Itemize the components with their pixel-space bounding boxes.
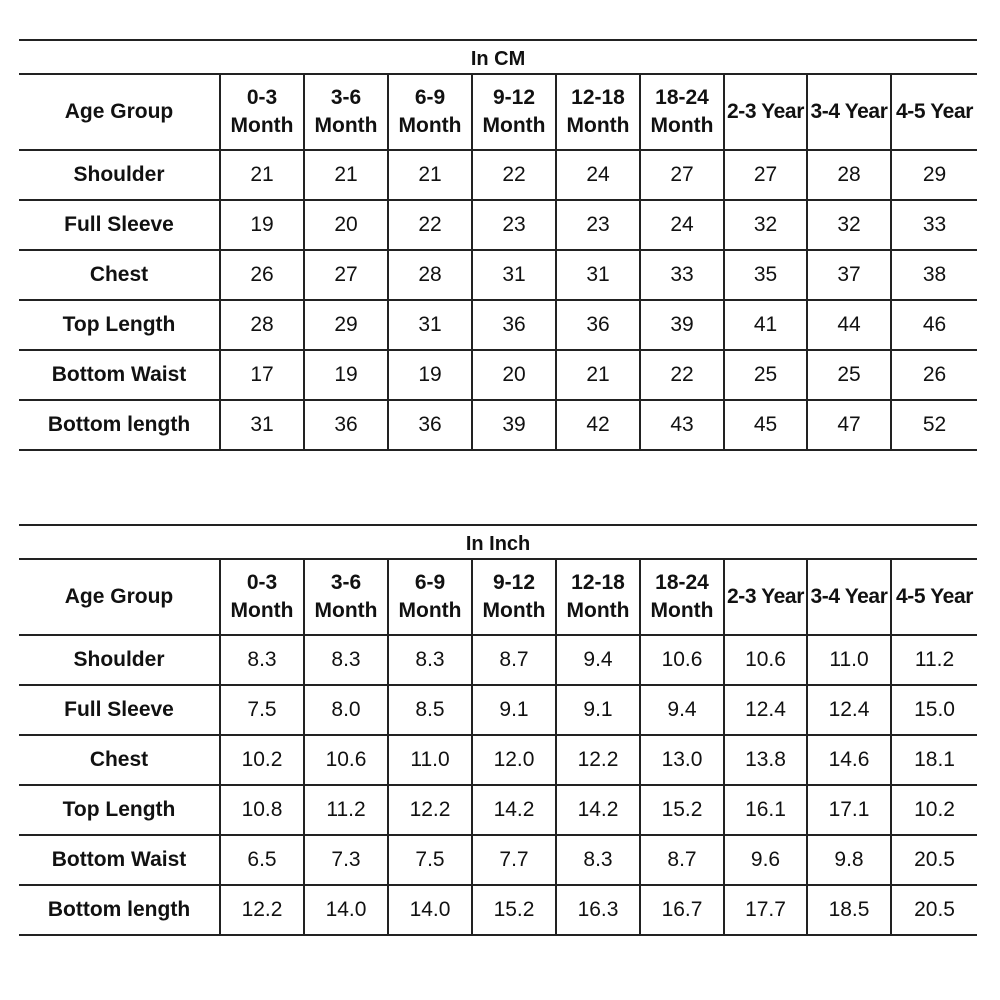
table-row xyxy=(19,685,977,735)
table-cell: 8.3 xyxy=(220,635,304,685)
table-cell: 36 xyxy=(556,300,640,350)
table-cell: 8.3 xyxy=(556,835,640,885)
table-title xyxy=(19,525,977,559)
column-header-line1: 6-9 xyxy=(414,571,446,594)
table-row xyxy=(19,635,977,685)
row-label: Top Length xyxy=(19,300,220,350)
table-cell: 12.2 xyxy=(556,735,640,785)
column-header-line1: 3-6 xyxy=(330,86,362,109)
table-cell: 15.0 xyxy=(891,685,977,735)
table-row xyxy=(19,350,977,400)
table-cell: 12.0 xyxy=(472,735,556,785)
column-header-line2: Month xyxy=(566,599,630,622)
table-cell: 21 xyxy=(388,150,472,200)
column-header-line1: 0-3 xyxy=(246,86,278,109)
table-row xyxy=(19,735,977,785)
table-cell: 11.2 xyxy=(304,785,388,835)
table-cell: 31 xyxy=(220,400,304,450)
table-cell: 15.2 xyxy=(640,785,724,835)
size-table-cm xyxy=(19,39,977,451)
column-header xyxy=(724,74,807,150)
table-row xyxy=(19,200,977,250)
table-cell: 12.2 xyxy=(220,885,304,935)
column-header xyxy=(556,559,640,635)
row-label: Shoulder xyxy=(19,635,220,685)
table-cell: 22 xyxy=(388,200,472,250)
table-cell: 12.4 xyxy=(807,685,891,735)
table-cell: 33 xyxy=(891,200,977,250)
row-label: Bottom length xyxy=(19,885,220,935)
column-header-line1: 9-12 xyxy=(492,86,536,109)
table-cell: 11.2 xyxy=(891,635,977,685)
column-header-line2: Month xyxy=(314,599,378,622)
table-cell: 24 xyxy=(640,200,724,250)
table-cell: 45 xyxy=(724,400,807,450)
table-cell: 19 xyxy=(388,350,472,400)
table-row xyxy=(19,300,977,350)
table-cell: 22 xyxy=(640,350,724,400)
table-cell: 9.4 xyxy=(556,635,640,685)
table-cell: 39 xyxy=(472,400,556,450)
table-cell: 31 xyxy=(472,250,556,300)
table-cell: 10.8 xyxy=(220,785,304,835)
table-cell: 8.3 xyxy=(304,635,388,685)
column-header-line2: Month xyxy=(650,599,714,622)
table-cell: 17.7 xyxy=(724,885,807,935)
table-cell: 9.4 xyxy=(640,685,724,735)
column-header xyxy=(807,559,891,635)
table-cell: 18.1 xyxy=(891,735,977,785)
table-title xyxy=(19,40,977,74)
table-cell: 13.8 xyxy=(724,735,807,785)
row-label: Bottom Waist xyxy=(19,835,220,885)
column-header-line1: 6-9 xyxy=(414,86,446,109)
column-header xyxy=(640,559,724,635)
table-cell: 8.7 xyxy=(640,835,724,885)
table-row xyxy=(19,400,977,450)
table-cell: 36 xyxy=(472,300,556,350)
column-header xyxy=(472,74,556,150)
column-header-line1: 3-4 Year xyxy=(810,585,888,608)
age-group-header: Age Group xyxy=(19,74,220,150)
table-cell: 26 xyxy=(220,250,304,300)
table-cell: 8.0 xyxy=(304,685,388,735)
table-cell: 9.1 xyxy=(556,685,640,735)
column-header-line2: Month xyxy=(398,114,462,137)
table-cell: 14.0 xyxy=(304,885,388,935)
table-cell: 9.6 xyxy=(724,835,807,885)
row-label: Bottom Waist xyxy=(19,350,220,400)
table-cell: 19 xyxy=(220,200,304,250)
table-cell: 7.5 xyxy=(220,685,304,735)
table-cell: 52 xyxy=(891,400,977,450)
column-header-line2: Month xyxy=(398,599,462,622)
table-cell: 39 xyxy=(640,300,724,350)
table-cell: 16.3 xyxy=(556,885,640,935)
table-cell: 27 xyxy=(640,150,724,200)
table-cell: 10.6 xyxy=(304,735,388,785)
table-row xyxy=(19,785,977,835)
column-header-line2: Month xyxy=(566,114,630,137)
table-cell: 41 xyxy=(724,300,807,350)
table-cell: 42 xyxy=(556,400,640,450)
table-cell: 27 xyxy=(724,150,807,200)
table-cell: 16.1 xyxy=(724,785,807,835)
table-cell: 28 xyxy=(388,250,472,300)
column-header xyxy=(220,74,304,150)
table-cell: 21 xyxy=(556,350,640,400)
row-label: Top Length xyxy=(19,785,220,835)
column-header-line1: 3-6 xyxy=(330,571,362,594)
column-header-line1: 0-3 xyxy=(246,571,278,594)
column-header-line1: 18-24 xyxy=(655,571,709,594)
table-cell: 17 xyxy=(220,350,304,400)
table-cell: 15.2 xyxy=(472,885,556,935)
column-header-line2: Month xyxy=(230,114,294,137)
table-cell: 10.2 xyxy=(891,785,977,835)
column-header-line2: Month xyxy=(314,114,378,137)
table-cell: 43 xyxy=(640,400,724,450)
size-table-inch xyxy=(19,524,977,936)
table-row xyxy=(19,250,977,300)
table-cell: 20 xyxy=(304,200,388,250)
table-cell: 19 xyxy=(304,350,388,400)
column-header xyxy=(891,559,977,635)
age-group-header: Age Group xyxy=(19,559,220,635)
table-cell: 8.5 xyxy=(388,685,472,735)
column-header-line1: 2-3 Year xyxy=(727,100,804,123)
table-cell: 31 xyxy=(388,300,472,350)
table-cell: 8.3 xyxy=(388,635,472,685)
column-header xyxy=(304,74,388,150)
table-cell: 38 xyxy=(891,250,977,300)
table-cell: 26 xyxy=(891,350,977,400)
table-cell: 14.0 xyxy=(388,885,472,935)
column-header-line1: 12-18 xyxy=(571,571,625,594)
table-cell: 36 xyxy=(304,400,388,450)
table-title-text: In CM xyxy=(470,47,526,70)
table-cell: 27 xyxy=(304,250,388,300)
table-cell: 31 xyxy=(556,250,640,300)
table-cell: 14.6 xyxy=(807,735,891,785)
column-header xyxy=(220,559,304,635)
table-cell: 32 xyxy=(724,200,807,250)
table-cell: 7.5 xyxy=(388,835,472,885)
table-cell: 9.1 xyxy=(472,685,556,735)
row-label: Chest xyxy=(19,250,220,300)
header-row xyxy=(19,559,977,635)
table-cell: 47 xyxy=(807,400,891,450)
table-cell: 11.0 xyxy=(807,635,891,685)
table-cell: 9.8 xyxy=(807,835,891,885)
table-cell: 10.6 xyxy=(724,635,807,685)
header-row xyxy=(19,74,977,150)
table-cell: 7.3 xyxy=(304,835,388,885)
table-row xyxy=(19,150,977,200)
column-header-line1: 18-24 xyxy=(655,86,709,109)
column-header xyxy=(724,559,807,635)
table-cell: 25 xyxy=(807,350,891,400)
column-header xyxy=(556,74,640,150)
table-cell: 7.7 xyxy=(472,835,556,885)
table-cell: 20.5 xyxy=(891,885,977,935)
table-cell: 29 xyxy=(891,150,977,200)
table-title-text: In Inch xyxy=(465,532,531,555)
row-label: Shoulder xyxy=(19,150,220,200)
table-cell: 12.4 xyxy=(724,685,807,735)
column-header xyxy=(472,559,556,635)
table-cell: 20 xyxy=(472,350,556,400)
table-cell: 13.0 xyxy=(640,735,724,785)
table-cell: 22 xyxy=(472,150,556,200)
row-label: Bottom length xyxy=(19,400,220,450)
column-header-line2: Month xyxy=(650,114,714,137)
row-label: Full Sleeve xyxy=(19,200,220,250)
column-header-line1: 12-18 xyxy=(571,86,625,109)
table-cell: 44 xyxy=(807,300,891,350)
table-cell: 6.5 xyxy=(220,835,304,885)
column-header xyxy=(640,74,724,150)
table-cell: 33 xyxy=(640,250,724,300)
table-cell: 24 xyxy=(556,150,640,200)
column-header-line1: 4-5 Year xyxy=(896,585,974,608)
column-header xyxy=(304,559,388,635)
table-cell: 10.2 xyxy=(220,735,304,785)
table-cell: 46 xyxy=(891,300,977,350)
column-header xyxy=(388,74,472,150)
column-header xyxy=(807,74,891,150)
table-row xyxy=(19,835,977,885)
column-header xyxy=(891,74,977,150)
table-cell: 25 xyxy=(724,350,807,400)
column-header-line2: Month xyxy=(230,599,294,622)
column-header-line1: 9-12 xyxy=(492,571,536,594)
table-cell: 28 xyxy=(220,300,304,350)
table-cell: 21 xyxy=(220,150,304,200)
table-cell: 28 xyxy=(807,150,891,200)
table-cell: 20.5 xyxy=(891,835,977,885)
table-cell: 36 xyxy=(388,400,472,450)
table-cell: 23 xyxy=(556,200,640,250)
row-label: Full Sleeve xyxy=(19,685,220,735)
table-cell: 29 xyxy=(304,300,388,350)
table-cell: 8.7 xyxy=(472,635,556,685)
column-header-line2: Month xyxy=(482,599,546,622)
column-header-line1: 3-4 Year xyxy=(810,100,888,123)
table-cell: 23 xyxy=(472,200,556,250)
column-header-line2: Month xyxy=(482,114,546,137)
column-header-line1: 2-3 Year xyxy=(727,585,804,608)
table-cell: 11.0 xyxy=(388,735,472,785)
table-cell: 14.2 xyxy=(556,785,640,835)
table-cell: 21 xyxy=(304,150,388,200)
table-cell: 14.2 xyxy=(472,785,556,835)
table-cell: 10.6 xyxy=(640,635,724,685)
table-cell: 35 xyxy=(724,250,807,300)
table-row xyxy=(19,885,977,935)
table-cell: 16.7 xyxy=(640,885,724,935)
column-header-line1: 4-5 Year xyxy=(896,100,974,123)
table-cell: 32 xyxy=(807,200,891,250)
row-label: Chest xyxy=(19,735,220,785)
column-header xyxy=(388,559,472,635)
table-cell: 37 xyxy=(807,250,891,300)
table-cell: 18.5 xyxy=(807,885,891,935)
table-cell: 17.1 xyxy=(807,785,891,835)
table-cell: 12.2 xyxy=(388,785,472,835)
